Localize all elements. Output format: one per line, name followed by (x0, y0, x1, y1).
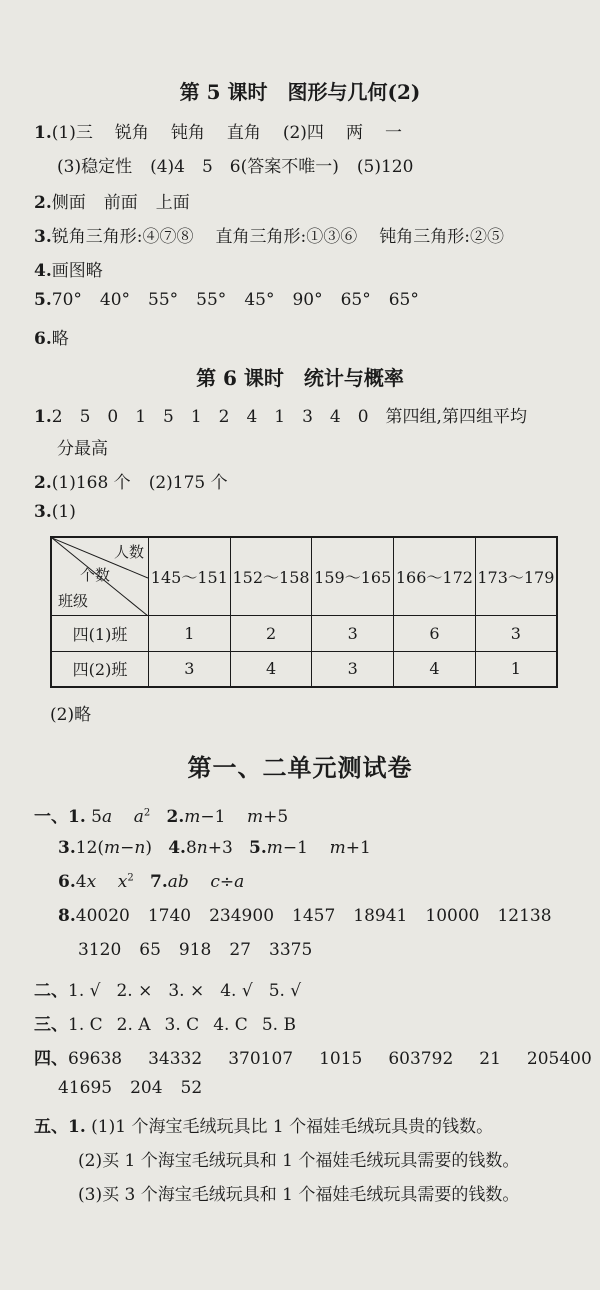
answer-item: 一 (384, 123, 402, 143)
number-answer: 1015 (319, 1049, 363, 1069)
number-answer: 1740 (147, 906, 192, 926)
number-answer: 65 (139, 940, 161, 960)
number-answer: 40020 (75, 906, 130, 926)
choice-answer: 4. C (213, 1015, 248, 1035)
number-answer: 12138 (497, 906, 552, 926)
choice-answer: 5. B (261, 1015, 296, 1035)
number-answer: 3120 (78, 940, 122, 960)
table-cell: 1 (149, 615, 231, 651)
number-answer: 234900 (209, 906, 275, 926)
number-answer: 18941 (353, 906, 408, 926)
corner-bottom-label: 班级 (58, 591, 89, 610)
choice-answer: 2. A (116, 1015, 151, 1035)
number-answer: 69638 (68, 1049, 123, 1069)
number-answer: 3375 (269, 940, 313, 960)
judgement-answer: 1. √ (68, 981, 101, 1001)
answer-item: (2)四 (282, 123, 324, 143)
table-cell: 3 (312, 651, 394, 687)
table-row (51, 615, 557, 651)
answer-item: 两 (345, 123, 363, 143)
number-answer: 21 (479, 1049, 501, 1069)
answer-item: 上面 (155, 193, 190, 213)
col-header: 152～158 (230, 537, 312, 615)
l5-q1-line1: 1.(1)三 锐角 钝角 直角 (2)四 两 一 (34, 118, 424, 143)
angle-value: 45° (244, 290, 275, 310)
test-title: 第一、二单元测试卷 (187, 753, 413, 782)
angle-value: 65° (388, 290, 419, 310)
corner-top-label: 人数 (113, 543, 144, 561)
number-answer: 1457 (292, 906, 336, 926)
height-table (50, 536, 558, 688)
l5-q6: 6.略 (34, 329, 69, 349)
row-label: 四(2)班 (51, 651, 149, 687)
answer-item: (1)168 个 (51, 473, 131, 493)
answer-item: 侧面 (51, 193, 86, 213)
number-answer: 10000 (425, 906, 480, 926)
s1-row3: 6.4x $x^2$ 7.ab c÷a (58, 872, 245, 892)
table-cell: 3 (475, 615, 557, 651)
angle-value: 70° (51, 290, 82, 310)
number-answer: 370107 (228, 1049, 294, 1069)
judgement-answer: 4. √ (220, 981, 253, 1001)
s1-q8-line1: 8.40020 1740 234900 1457 18941 10000 12138 (58, 906, 552, 926)
table-cell: 3 (312, 615, 394, 651)
s1-row1: 一、1. 5a $a^2$ 2.m−1 m+5 (34, 807, 289, 827)
col-header: 145～151 (149, 537, 231, 615)
s3-row: 三、1. C 2. A 3. C 4. C 5. B (34, 1015, 296, 1035)
judgement-answer: 5. √ (268, 981, 302, 1001)
table-header-row (51, 537, 557, 615)
number-answer: 41695 (58, 1078, 113, 1098)
l5-q2: 2.侧面 前面 上面 (34, 188, 208, 213)
answer-item: 钝角三角形:②⑤ (379, 227, 504, 247)
s5-line3: (3)买 3 个海宝毛绒玩具和 1 个福娃毛绒玩具需要的钱数。 (78, 1185, 520, 1205)
answer-item: 直角三角形:①③⑥ (215, 227, 358, 247)
number-answer: 27 (229, 940, 251, 960)
s4-line1: 四、69638 34332 370107 1015 603792 21 205400 (34, 1049, 592, 1069)
corner-middle-label: 个数 (80, 566, 111, 584)
lesson6-title: 第 6 课时 统计与概率 (196, 366, 404, 390)
judgement-answer: 3. × (168, 981, 205, 1001)
number-answer: 34332 (148, 1049, 203, 1069)
l6-q3: 3.(1) (34, 502, 76, 522)
s1-row2: 3.12(m−n) 4.8n+3 5.m−1 m+1 (58, 838, 371, 858)
l6-q1-line2: 分最高 (57, 439, 108, 459)
judgement-answer: 2. × (116, 981, 153, 1001)
number-answer: 918 (178, 940, 212, 960)
s5-line2: (2)买 1 个海宝毛绒玩具和 1 个福娃毛绒玩具需要的钱数。 (78, 1151, 520, 1171)
table-cell: 3 (149, 651, 231, 687)
answer-item: (1)三 (51, 123, 93, 143)
angle-value: 90° (292, 290, 323, 310)
l5-q5: 5.70° 40° 55° 55° 45° 90° 65° 65° (34, 290, 419, 310)
answer-item: 锐角 (114, 123, 149, 143)
table-row (51, 651, 557, 687)
answer-item: 锐角三角形:④⑦⑧ (51, 227, 194, 247)
col-header: 159～165 (312, 537, 394, 615)
s5-line1: 五、1. (1)1 个海宝毛绒玩具比 1 个福娃毛绒玩具贵的钱数。 (34, 1117, 494, 1137)
lesson5-title: 第 5 课时 图形与几何(2) (179, 80, 421, 104)
l6-q3-part2: (2)略 (50, 705, 92, 725)
answer-item: (4)4 5 6(答案不唯一) (150, 157, 339, 177)
s2-row: 二、1. √ 2. × 3. × 4. √ 5. √ (34, 981, 302, 1001)
answer-item: (3)稳定性 (57, 157, 133, 177)
number-answer: 205400 (526, 1049, 592, 1069)
choice-answer: 3. C (164, 1015, 200, 1035)
answer-item: 钝角 (170, 123, 205, 143)
table-corner-cell (51, 537, 149, 615)
col-header: 173～179 (475, 537, 557, 615)
number-answer: 204 (130, 1078, 163, 1098)
l5-q1-line2 (57, 152, 431, 177)
table-cell: 6 (394, 615, 476, 651)
table-cell: 2 (230, 615, 312, 651)
table-cell: 1 (475, 651, 557, 687)
col-header: 166～172 (394, 537, 476, 615)
row-label: 四(1)班 (51, 615, 149, 651)
number-answer: 603792 (388, 1049, 454, 1069)
choice-answer: 1. C (68, 1015, 103, 1035)
l6-q1-line1: 1.2 5 0 1 5 1 2 4 1 3 4 0 第四组,第四组平均 (34, 407, 527, 427)
angle-value: 65° (340, 290, 371, 310)
number-answer: 52 (180, 1078, 203, 1098)
angle-value: 55° (196, 290, 227, 310)
answer-item: 前面 (103, 193, 138, 213)
l6-q2: 2.(1)168 个 (2)175 个 (34, 468, 246, 493)
table-cell: 4 (394, 651, 476, 687)
angle-value: 40° (99, 290, 131, 310)
table-cell: 4 (230, 651, 312, 687)
answer-item: 直角 (226, 123, 261, 143)
s4-line2 (58, 1078, 220, 1098)
l5-q4: 4.画图略 (34, 261, 103, 281)
answer-item: (5)120 (356, 157, 414, 177)
l5-q3: 3.锐角三角形:④⑦⑧ 直角三角形:①③⑥ 钝角三角形:②⑤ (34, 222, 526, 247)
answer-item: (2)175 个 (148, 473, 228, 493)
angle-value: 55° (148, 290, 179, 310)
s1-q8-line2 (78, 940, 330, 960)
